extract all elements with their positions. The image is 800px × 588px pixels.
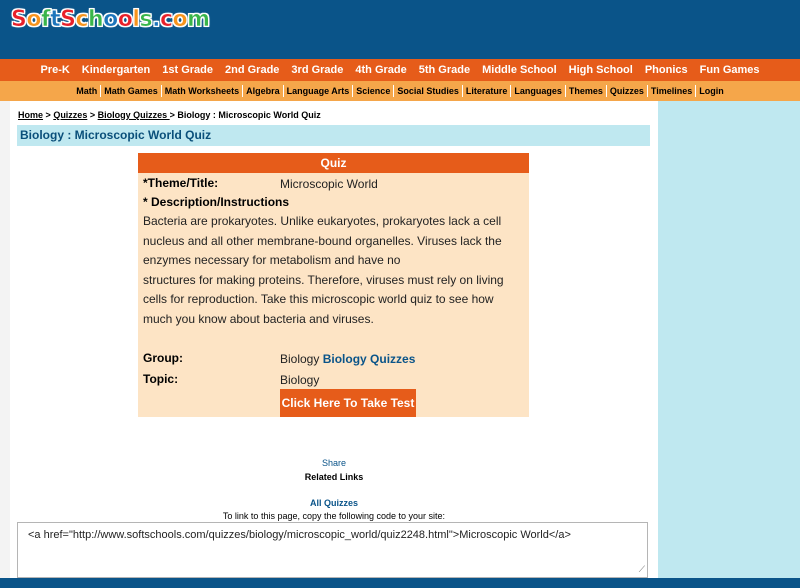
embed-code-textarea[interactable] — [17, 522, 648, 578]
logo-letter: S — [11, 7, 27, 32]
related-links-heading: Related Links — [304, 472, 364, 482]
subnav-item-timelines[interactable]: Timelines — [648, 85, 696, 97]
primary-nav — [0, 59, 800, 81]
page-title-bar — [17, 125, 650, 146]
nav-item-4th-grade[interactable]: 4th Grade — [355, 64, 407, 76]
quiz-box-header: Quiz — [138, 153, 529, 173]
logo-letter: l — [132, 7, 140, 32]
topic-value: Biology — [280, 373, 320, 387]
subnav-item-social-studies[interactable]: Social Studies — [394, 85, 463, 97]
link-instructions: To link to this page, copy the following code to your site: — [222, 511, 446, 521]
nav-item-2nd-grade[interactable]: 2nd Grade — [225, 64, 280, 76]
subnav-item-languages[interactable]: Languages — [511, 85, 566, 97]
logo-letter: o — [26, 7, 41, 32]
nav-item-3rd-grade[interactable]: 3rd Grade — [291, 64, 344, 76]
subnav-item-math-games[interactable]: Math Games — [101, 85, 162, 97]
page-title: Biology : Microscopic World Quiz — [20, 128, 212, 142]
theme-value: Microscopic World — [280, 177, 378, 191]
secondary-nav — [0, 81, 800, 101]
breadcrumb-separator: > — [169, 110, 175, 120]
nav-item-1st-grade[interactable]: 1st Grade — [162, 64, 214, 76]
share-link[interactable]: Share — [321, 458, 347, 468]
nav-item-fun-games[interactable]: Fun Games — [699, 64, 760, 76]
group-name: Biology — [280, 352, 320, 366]
logo-letter: S — [60, 7, 76, 32]
subnav-item-quizzes[interactable]: Quizzes — [607, 85, 648, 97]
subnav-item-themes[interactable]: Themes — [566, 85, 607, 97]
logo-letter: . — [152, 7, 160, 32]
logo-letter: o — [172, 7, 188, 32]
breadcrumb-home-link[interactable]: Home — [18, 110, 44, 120]
description-paragraph: structures for making proteins. Therefore, viruses must rely on living cells for reproduction. Take this microscopic world quiz to see how much you know about bacteria and viruses. — [143, 272, 504, 326]
logo-letter: s — [139, 7, 153, 32]
softschools-logo[interactable] — [11, 7, 210, 32]
all-quizzes-link[interactable]: All Quizzes — [309, 498, 358, 508]
site-header — [0, 0, 800, 59]
subnav-item-literature[interactable]: Literature — [463, 85, 512, 97]
description-paragraph: Bacteria are prokaryotes. Unlike eukaryotes, prokaryotes lack a cell nucleus and all other membrane-bound organelles. Viruses lack the enzymes necessary for metabolism and have no — [143, 214, 502, 267]
nav-item-pre-k[interactable]: Pre-K — [40, 64, 70, 76]
breadcrumb-separator: > — [89, 110, 96, 120]
nav-item-kindergarten[interactable]: Kindergarten — [81, 64, 151, 76]
description-text — [143, 212, 523, 329]
logo-letter: m — [187, 7, 210, 32]
embed-code-text: <a href="http://www.softschools.com/quizzes/biology/microscopic_world/quiz2248.html">Microscopic World</a> — [28, 529, 571, 541]
quiz-info-box — [138, 153, 529, 417]
nav-item-middle-school[interactable]: Middle School — [482, 64, 557, 76]
right-sidebar — [658, 101, 800, 578]
group-value — [280, 352, 415, 366]
logo-letter: c — [159, 7, 173, 32]
resize-handle-icon[interactable]: ⟋ — [638, 564, 645, 574]
logo-letter: c — [75, 7, 88, 32]
breadcrumb-biology-quizzes-link[interactable]: Biology Quizzes — [97, 110, 170, 120]
logo-letter: o — [117, 7, 133, 32]
breadcrumb-current: Biology : Microscopic World Quiz — [177, 110, 321, 120]
nav-item-5th-grade[interactable]: 5th Grade — [418, 64, 471, 76]
biology-quizzes-link[interactable]: Biology Quizzes — [322, 352, 416, 366]
nav-item-high-school[interactable]: High School — [568, 64, 633, 76]
subnav-item-language-arts[interactable]: Language Arts — [284, 85, 354, 97]
nav-item-phonics[interactable]: Phonics — [644, 64, 688, 76]
take-test-button[interactable]: Click Here To Take Test — [280, 389, 416, 417]
subnav-item-math[interactable]: Math — [73, 85, 101, 97]
logo-letter: t — [50, 7, 61, 32]
bottom-strip — [0, 578, 800, 588]
breadcrumb — [18, 110, 321, 120]
subnav-item-algebra[interactable]: Algebra — [243, 85, 284, 97]
description-label: * Description/Instructions — [143, 195, 290, 209]
logo-letter: f — [40, 7, 51, 32]
logo-letter: h — [88, 7, 104, 32]
subnav-item-science[interactable]: Science — [353, 85, 394, 97]
breadcrumb-separator: > — [45, 110, 51, 120]
subnav-item-login[interactable]: Login — [699, 86, 724, 96]
left-gutter — [0, 101, 10, 588]
subnav-item-math-worksheets[interactable]: Math Worksheets — [162, 85, 243, 97]
breadcrumb-quizzes-link[interactable]: Quizzes — [53, 110, 88, 120]
theme-label: *Theme/Title: — [143, 176, 219, 190]
topic-label: Topic: — [143, 372, 179, 386]
group-label: Group: — [143, 351, 183, 365]
logo-letter: o — [103, 7, 118, 32]
